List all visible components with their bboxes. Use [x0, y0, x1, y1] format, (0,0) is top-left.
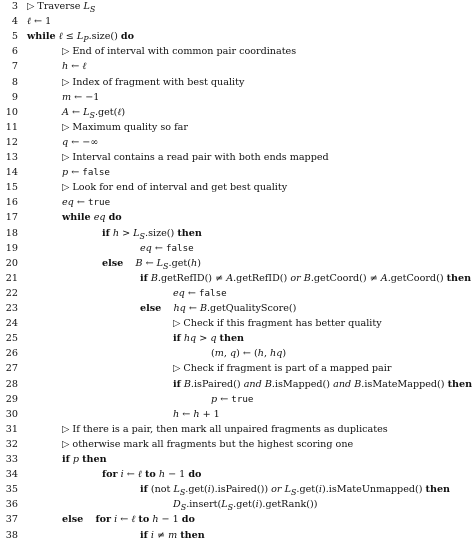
- code-text: ▷ otherwise mark all fragments but the highest scoring one: [62, 438, 354, 450]
- code-line: [0, 392, 474, 407]
- code-text: ▷ Look for end of interval and get best quality: [62, 182, 288, 194]
- line-number: 6: [11, 46, 18, 58]
- code-text: p ← false: [62, 167, 110, 179]
- line-number: 32: [5, 438, 18, 450]
- line-number: 18: [5, 227, 18, 239]
- code-line: [0, 150, 474, 165]
- code-text: if hq > q then: [173, 333, 245, 345]
- line-number: 35: [5, 484, 18, 496]
- code-text: h ← h + 1: [173, 408, 220, 420]
- code-text: eq ← true: [62, 197, 111, 209]
- code-text: ▷ End of interval with common pair coordinates: [62, 46, 297, 58]
- code-text: if (not $L_S.get(i).isPaired()$) or $L_S.get(i).isMateUnmapped()$ then: [140, 484, 451, 498]
- code-text: if B.isPaired() and B.isMapped() and B.isMateMapped() then: [173, 378, 473, 390]
- code-text: ▷ Index of fragment with best quality: [62, 76, 245, 88]
- line-number: 8: [11, 76, 18, 88]
- line-number: 12: [5, 136, 18, 148]
- line-number: 19: [5, 242, 18, 254]
- code-line: [0, 361, 474, 376]
- code-text: for i ← ℓ to h − 1 do: [102, 469, 202, 481]
- line-number: 5: [11, 31, 18, 43]
- line-number: 23: [5, 303, 18, 314]
- code-line: [0, 301, 474, 316]
- line-number: 15: [5, 182, 18, 194]
- code-line: [0, 256, 474, 271]
- line-number: 34: [5, 469, 18, 481]
- line-number: 33: [5, 454, 18, 465]
- line-number: 20: [5, 257, 18, 269]
- code-text: if $h > L_S.size()$ then: [102, 227, 202, 241]
- code-text: h ← ℓ: [62, 61, 87, 73]
- code-line: [0, 407, 474, 422]
- code-text: (m, q) ← (h, hq): [211, 348, 287, 360]
- code-line: [0, 29, 474, 44]
- code-line: [0, 467, 474, 482]
- line-number: 24: [5, 318, 18, 330]
- line-number: 27: [5, 363, 18, 375]
- line-number: 13: [5, 152, 18, 163]
- code-line: [0, 135, 474, 150]
- code-line: [0, 75, 474, 90]
- line-number: 16: [5, 197, 18, 209]
- code-line: [0, 316, 474, 331]
- code-line: [0, 195, 474, 210]
- code-line: [0, 482, 474, 497]
- line-number: 3: [11, 1, 18, 12]
- line-number: 29: [5, 393, 18, 405]
- code-text: A ← $L_S.get(\ell)$: [62, 106, 126, 120]
- line-number: 38: [5, 529, 18, 541]
- code-line: [0, 90, 474, 105]
- code-text: else B ← $L_S.get(h)$: [102, 257, 201, 271]
- code-line: [0, 241, 474, 256]
- code-text: if p then: [62, 454, 107, 465]
- line-number: 36: [5, 499, 18, 511]
- code-text: else hq ← B.getQualityScore(): [140, 303, 297, 314]
- code-text: if B.getRefID() ≠ A.getRefID() or B.getCoord() ≠ A.getCoord() then: [140, 272, 472, 284]
- code-line: [0, 512, 474, 527]
- line-number: 4: [11, 16, 18, 28]
- code-line: [0, 44, 474, 59]
- line-number: 10: [5, 106, 18, 118]
- code-line: [0, 346, 474, 361]
- code-line: [0, 437, 474, 452]
- code-text: ℓ ← 1: [27, 16, 52, 28]
- code-text: else for i ← ℓ to h − 1 do: [62, 514, 195, 526]
- line-number: 17: [5, 212, 18, 224]
- code-line: [0, 105, 474, 120]
- line-number: 26: [5, 348, 18, 360]
- line-number: 9: [11, 91, 18, 103]
- line-number: 14: [5, 167, 18, 179]
- code-text: ▷ Interval contains a read pair with both ends mapped: [62, 152, 329, 163]
- code-text: eq ← false: [140, 242, 194, 254]
- code-line: [0, 226, 474, 241]
- code-line: [0, 497, 474, 512]
- code-line: [0, 286, 474, 301]
- line-number: 21: [5, 272, 18, 284]
- code-text: ▷ Check if fragment is part of a mapped pair: [173, 363, 392, 375]
- code-line: [0, 452, 474, 467]
- code-line: [0, 271, 474, 286]
- code-line: [0, 120, 474, 135]
- line-number: 22: [5, 287, 18, 299]
- code-text: ▷ If there is a pair, then mark all unpaired fragments as duplicates: [62, 423, 388, 435]
- line-number: 30: [5, 408, 18, 420]
- code-line: [0, 422, 474, 437]
- code-line: [0, 59, 474, 74]
- code-line: [0, 0, 474, 14]
- code-text: eq ← false: [173, 287, 227, 299]
- code-text: while ℓ ≤ $L_P.size()$ do: [27, 31, 135, 45]
- code-line: [0, 165, 474, 180]
- code-line: [0, 14, 474, 29]
- code-line: [0, 210, 474, 225]
- code-line: [0, 528, 474, 543]
- code-text: while eq do: [62, 212, 122, 224]
- line-number: 37: [5, 514, 18, 526]
- code-text: ▷ Check if this fragment has better quality: [173, 318, 382, 330]
- line-number: 25: [5, 333, 18, 345]
- line-number: 31: [5, 423, 18, 435]
- code-text: q ← −∞: [62, 136, 99, 148]
- code-text: if i ≠ m then: [140, 529, 205, 541]
- code-text: p ← true: [211, 393, 254, 405]
- line-number: 7: [11, 61, 18, 73]
- code-line: [0, 331, 474, 346]
- code-text: $D_S.insert(L_S.get(i).getRank())$: [173, 499, 318, 513]
- code-text: ▷ Traverse $L_S$: [27, 1, 96, 14]
- line-number: 11: [5, 121, 18, 133]
- code-text: ▷ Maximum quality so far: [62, 121, 188, 133]
- code-line: [0, 377, 474, 392]
- line-number: 28: [5, 378, 18, 390]
- code-text: m ← −1: [62, 91, 100, 103]
- code-line: [0, 180, 474, 195]
